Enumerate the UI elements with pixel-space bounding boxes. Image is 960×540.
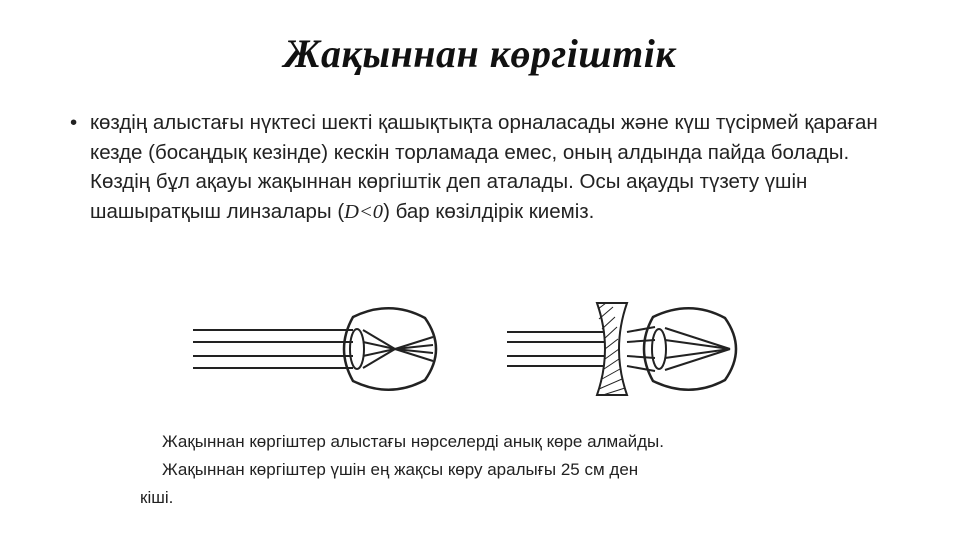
bullet-text-start: көздің алыстағы нүктесі шекті қашықтықта орналасады және күш түсірмей қараған кезде (босаңдық кезінде) кескін торламада емес, оның алдында пайда болады. Көздің бұл ақауы жақыннан көргіштік деп аталады. Осы ақауды түзету үшін шашыратқыш линзалары ( — [90, 111, 878, 223]
eyeball-outline — [344, 308, 436, 390]
eye-lens — [652, 329, 666, 369]
bullet-paragraph — [70, 108, 910, 227]
formula: D<0 — [344, 200, 384, 223]
spread-ray — [627, 356, 655, 358]
myopic-eye-corrected — [507, 303, 736, 395]
eye-lens — [350, 329, 364, 369]
refracted-ray — [665, 328, 730, 349]
refracted-ray — [665, 349, 730, 370]
bullet-marker: • — [70, 111, 78, 134]
refracted-ray — [665, 349, 730, 358]
myopic-eye-uncorrected — [193, 308, 436, 390]
spread-ray — [627, 340, 655, 342]
bullet-text — [90, 108, 910, 227]
page-title: Жақыннан көргіштік — [283, 31, 677, 76]
figure-caption — [140, 428, 840, 512]
bullet-text-end: ) бар көзілдірік киеміз. — [383, 199, 595, 223]
eyeball-outline — [644, 308, 736, 390]
spread-ray — [627, 327, 655, 332]
spread-ray — [627, 366, 655, 371]
myopia-diagram — [185, 295, 765, 415]
caption-line: кіші. — [140, 488, 174, 507]
refracted-ray — [665, 340, 730, 349]
caption-line: Жақыннан көргіштер үшін ең жақсы көру аралығы 25 см ден — [162, 460, 639, 479]
caption-line: Жақыннан көргіштер алыстағы нәрселерді анық көре алмайды. — [162, 432, 664, 451]
